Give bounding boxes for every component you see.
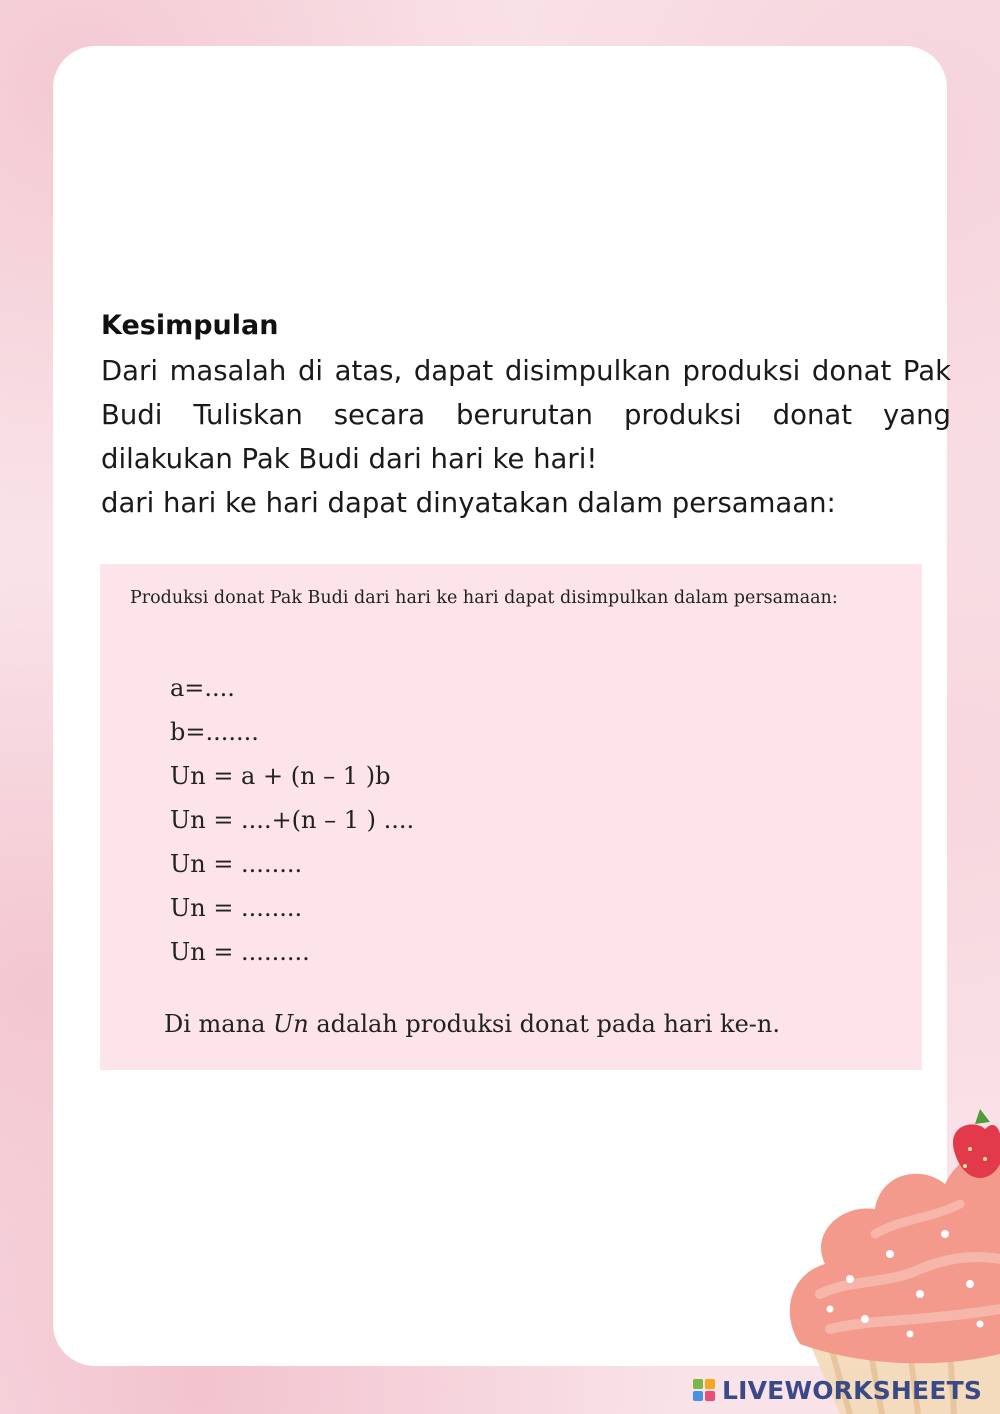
equation-lines	[170, 666, 414, 974]
equation-note	[164, 1010, 780, 1038]
equation-line-result: Un = .........	[170, 938, 310, 966]
equation-intro: Produksi donat Pak Budi dari hari ke hari dapat disimpulkan dalam persamaan:	[130, 588, 838, 608]
conclusion-paragraph-2: dari hari ke hari dapat dinyatakan dalam persamaan:	[101, 487, 836, 519]
equation-line-step-1: Un = ........	[170, 850, 303, 878]
equation-line-substitution: Un = ....+(n – 1 ) ....	[170, 806, 415, 834]
cupcake-illustration	[770, 1094, 1000, 1414]
liveworksheets-name: LIVEWORKSHEETS	[722, 1375, 983, 1405]
liveworksheets-logo-icon	[692, 1378, 716, 1402]
equation-line-step-2: Un = ........	[170, 894, 303, 922]
equation-note-variable: Un	[273, 1010, 309, 1038]
equation-line-a: a=....	[170, 674, 235, 702]
liveworksheets-brand[interactable]	[692, 1374, 982, 1406]
equation-line-b: b=.......	[170, 718, 259, 746]
equation-line-formula: Un = a + (n – 1 )b	[170, 762, 391, 790]
conclusion-heading: Kesimpulan	[101, 310, 279, 341]
equation-note-prefix: Di mana	[164, 1010, 274, 1038]
equation-note-suffix: adalah produksi donat pada hari ke-n.	[308, 1010, 780, 1038]
equation-box	[100, 564, 922, 1070]
conclusion-paragraph: Dari masalah di atas, dapat disimpulkan produksi donat Pak Budi Tuliskan secara berurutan produksi donat yang dilakukan Pak Budi dari hari ke hari!	[101, 355, 951, 475]
